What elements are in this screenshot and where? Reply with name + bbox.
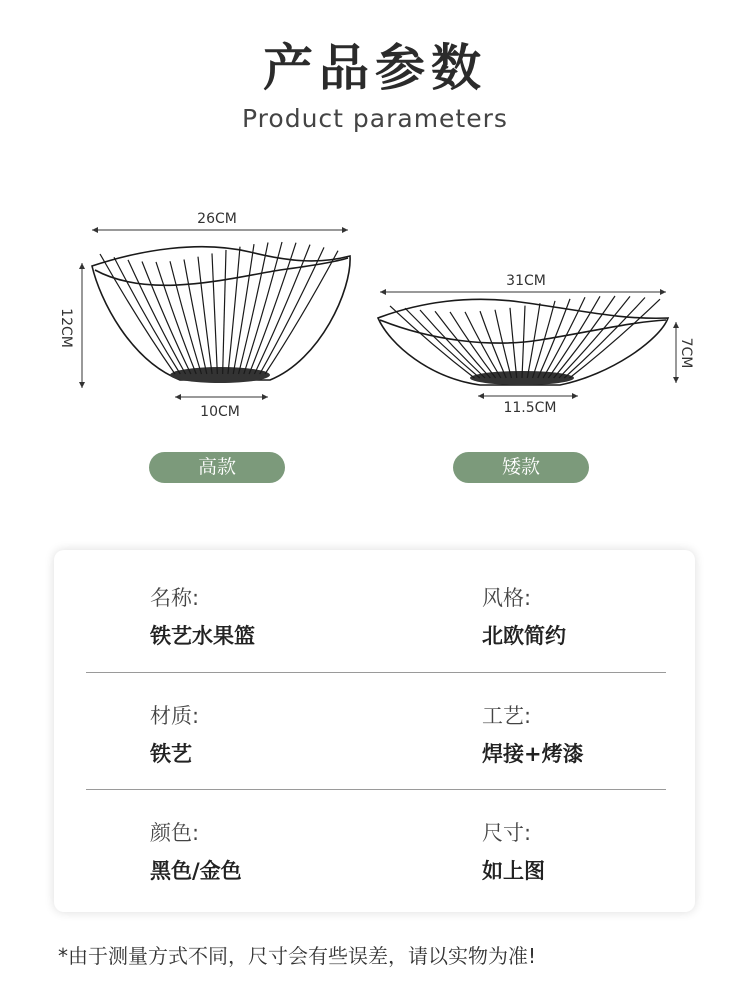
tall-basket-illustration: [92, 242, 350, 383]
spec-value: 焊接+烤漆: [482, 742, 584, 766]
product-diagrams: [0, 190, 750, 420]
low-height-label: 7CM: [678, 337, 694, 369]
spec-label: 名称:: [150, 586, 200, 610]
basket-wire: [254, 245, 310, 374]
measurement-note: *由于测量方式不同，尺寸会有些误差，请以实物为准!: [58, 944, 537, 968]
tall-model-badge: 高款: [149, 452, 285, 483]
basket-wire: [480, 311, 506, 378]
low-base-label: 11.5CM: [503, 400, 557, 416]
spec-value: 黑色/金色: [150, 859, 242, 883]
spec-value: 铁艺: [150, 742, 192, 766]
page-title: 产品参数: [263, 39, 487, 97]
basket-wire: [142, 261, 191, 374]
spec-label: 风格:: [482, 586, 532, 610]
spec-color: [150, 817, 242, 885]
spec-label: 材质:: [150, 704, 200, 728]
spec-value: 铁艺水果篮: [150, 624, 255, 648]
basket-wire: [265, 251, 338, 374]
tall-height-label: 12CM: [58, 308, 74, 348]
low-basket-illustration: [378, 296, 668, 385]
basket-wire: [212, 253, 217, 374]
spec-divider: [86, 789, 666, 790]
basket-wire: [228, 247, 240, 374]
tall-base-label: 10CM: [200, 404, 240, 420]
basket-wire: [249, 243, 296, 374]
basket-wire: [465, 312, 501, 378]
basket-wire: [450, 312, 496, 378]
low-width-label: 31CM: [506, 273, 546, 289]
basket-wire: [128, 260, 186, 374]
tall-width-label: 26CM: [197, 211, 237, 227]
page-subtitle: Product parameters: [242, 104, 508, 133]
spec-value: 如上图: [482, 859, 545, 883]
basket-wire: [184, 259, 207, 374]
basket-wire: [390, 306, 475, 378]
low-model-badge: 矮款: [453, 452, 589, 483]
spec-craft: [482, 700, 584, 768]
spec-style: [482, 582, 566, 650]
basket-wire: [260, 247, 324, 374]
spec-material: [150, 700, 199, 768]
basket-wire: [244, 242, 282, 374]
spec-label: 颜色:: [150, 821, 200, 845]
spec-card: [54, 550, 695, 912]
basket-wire: [198, 257, 212, 374]
basket-wire: [223, 250, 226, 374]
spec-label: 工艺:: [482, 704, 532, 728]
spec-value: 北欧简约: [482, 624, 566, 648]
basket-wire: [533, 301, 555, 378]
spec-name: [150, 582, 255, 650]
spec-size: [482, 817, 545, 885]
basket-wire: [564, 298, 645, 378]
spec-divider: [86, 672, 666, 673]
spec-label: 尺寸:: [482, 821, 532, 845]
